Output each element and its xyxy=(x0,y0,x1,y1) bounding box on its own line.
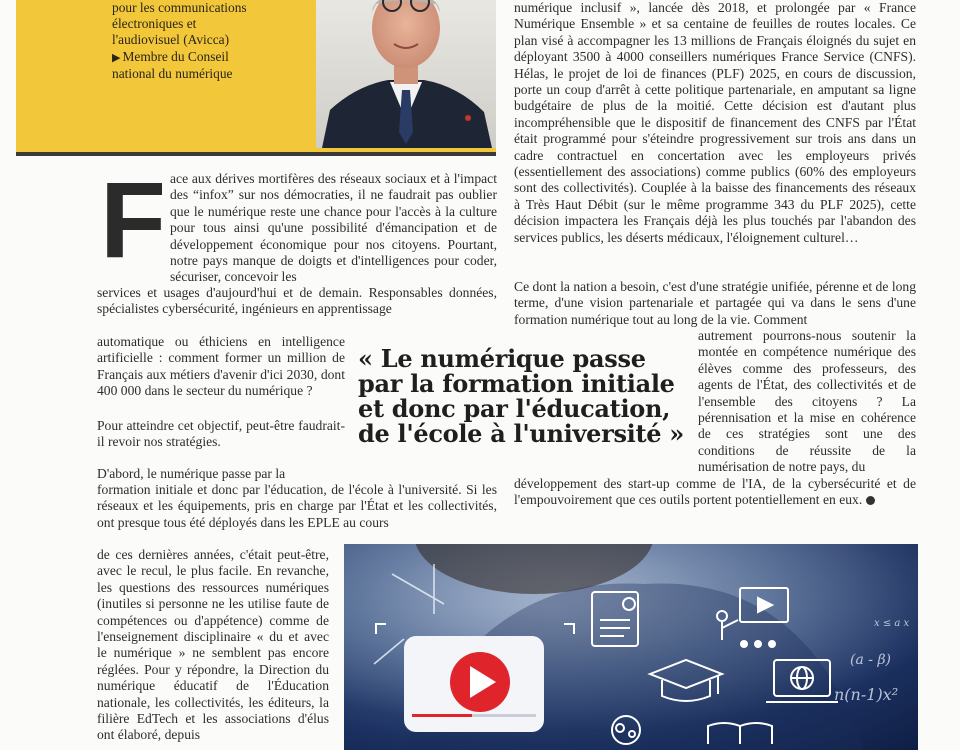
pull-quote-line: et donc par l'éducation, xyxy=(358,394,671,423)
pull-quote xyxy=(358,346,688,446)
bio-line: pour les communications xyxy=(112,0,247,15)
paragraph-part: D'abord, le numérique passe par la xyxy=(97,466,286,481)
author-bio xyxy=(112,0,312,82)
paragraph-part: formation initiale et donc par l'éducation, de l'école à l'université. Si les réseaux et les équipements, pris en charge par l'État et les collectivités, ont presque tous été déployés dans les EPLE au cours xyxy=(97,482,497,530)
bio-line: Membre du Conseil xyxy=(122,48,229,64)
lead-paragraph-part: automatique ou éthiciens en intelligence artificielle : comment former un million de Français aux métiers d'avenir d'ici 2030, dont 400 000 dans le secteur du numérique ? xyxy=(97,334,345,399)
math-formula: n(n-1)x² xyxy=(834,685,899,704)
photo-illustration xyxy=(344,544,918,750)
author-portrait xyxy=(316,0,496,148)
end-mark-icon xyxy=(866,496,875,505)
pull-quote-line: par la formation initiale xyxy=(358,369,675,398)
bio-line: national du numérique xyxy=(112,65,233,81)
lead-paragraph-part: services et usages d'aujourd'hui et de demain. Responsables données, spécialistes cybersécurité, ingénieurs en apprentissage xyxy=(97,285,497,317)
paragraph: numérique inclusif », lancée dès 2018, et prolongée par « France Numérique Ensemble » et sa centaine de feuilles de routes locales. Ce plan visé à accompagner les 13 millions de Français éloignés du sujet en déployant 3500 à 4000 conseillers numériques France Service (CNFS). Hélas, le projet de loi de finances (PLF) 2025, en cours de discussion, porte un coup d'arrêt à cette politique partenariale, en amputant sa ligne budgétaire de plus de la moitié. Cette décision est d'autant plus incompréhensible que le dispositif de financement des CNFS par l'État était programmé pour s'éteindre progressivement sur trois ans dans un cadre contractuel en concertation avec les employeurs privés (essentiellement des associations) comme publics (60% des employeurs sont des collectivités). Couplée à la baisse des financements des réseaux à Très Haut Débit (sur le même programme 343 du PLF 2025), cette décision impactera les Français déjà les plus touchés par l'abandon des services publics, les déserts médicaux, l'éloignement culturel… xyxy=(514,0,916,245)
bio-line: électroniques et xyxy=(112,16,197,32)
author-bio-box xyxy=(16,0,496,156)
drop-cap: F xyxy=(100,159,166,280)
pull-quote-line: de l'école à l'université » xyxy=(358,419,684,448)
paragraph-part: développement des start-up comme de l'IA, de la cybersécurité et de l'empouvoirement que ces outils portent potentiellement en eux. xyxy=(514,476,916,508)
triangle-bullet-icon: ▶ xyxy=(112,51,121,64)
pull-quote-line: « Le numérique passe xyxy=(358,344,646,373)
paragraph-part: Ce dont la nation a besoin, c'est d'une stratégie unifiée, pérenne et de long terme, d'une vision partenariale et partagée qui va dans le sens d'une formation numérique tout au long de la vie. Comment xyxy=(514,279,916,327)
math-formula: (a - β) xyxy=(850,652,891,668)
paragraph-part: autrement pourrons-nous soutenir la montée en compétence numérique des élèves comme des professeurs, des agents de l'État, des collectivités et de l'ensemble des citoyens ? La pérennisation et la mise en cohérence de ces stratégies sont une des conditions de réussite de la numérisation de notre pays, du xyxy=(698,328,916,475)
education-technology-photo xyxy=(344,544,918,750)
bio-line: l'audiovisuel (Avicca) xyxy=(112,32,230,48)
paragraph: Pour atteindre cet objectif, peut-être faudrait-il revoir nos stratégies. xyxy=(97,418,345,450)
math-formula: x ≤ a x xyxy=(874,618,910,629)
lead-paragraph-part: ace aux dérives mortifères des réseaux sociaux et à l'impact des “infox” sur nos démocraties, il ne faudrait pas oublier que le numérique reste une chance pour l'accès à la culture pour tous ainsi qu'une possibilité d'émancipation et de développement économique pour nos citoyens. Pourtant, notre pays manque de doigts et d'intelligences pour coder, sécuriser, concevoir les xyxy=(170,171,497,285)
paragraph-part: de ces dernières années, c'était peut-être, avec le recul, le plus facile. En revanche, les questions des ressources numériques (inutiles si personne ne les utilise faute de compétences ou d'appétence) comme de l'enseignement disciplinaire « du et avec le numérique » ne semblent pas encore réglées. Pour y répondre, la Direction du numérique éducatif de l'Éducation nationale, les collectivités, les éditeurs, la filière EdTech et les associations d'élus ont élaboré, depuis xyxy=(97,547,329,743)
